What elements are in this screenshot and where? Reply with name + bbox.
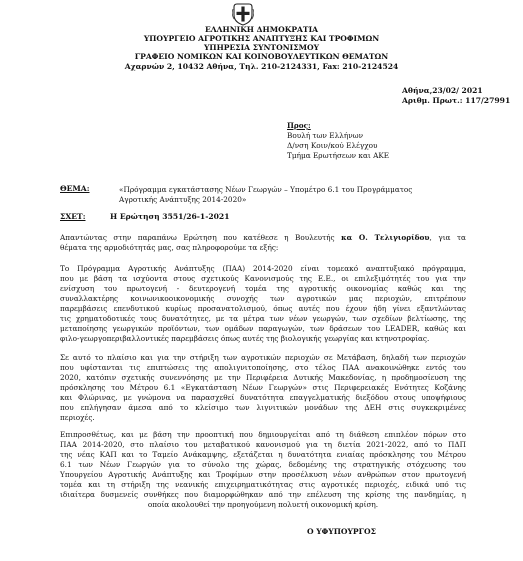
paragraph-line: που υφίστανται τις επιπτώσεις της απολιγνιτοποίησης, στο τέλος ΠΑΑ ανακοινώθηκε εντός του — [60, 363, 466, 372]
ministry-title: ΥΠΟΥΡΓΕΙΟ ΑΓΡΟΤΙΚΗΣ ΑΝΑΠΤΥΞΗΣ ΚΑΙ ΤΡΟΦΙΜΩΝ — [143, 34, 380, 43]
mp-name: κα Ο. Τελιγιορίδου — [341, 233, 430, 242]
subject-line: Αγροτικής Ανάπτυξης 2014-2020» — [119, 195, 247, 204]
paragraph-line: τομέα και τη στήριξη της νεανικής επιχειρηματικότητας στις αγροτικές περιοχές, ειδικά υπό τις — [60, 480, 466, 489]
subject-line: «Πρόγραμμα εγκατάστασης Νέων Γεωργών – Υπομέτρο 6.1 του Προγράμματος — [119, 185, 413, 194]
body-paragraph-3 — [60, 430, 466, 510]
paragraph-line: που επλήγησαν άμεσα από το κλείσιμο των λιγνιτικών μονάδων της ΔΕΗ στις συγκεκριμένες — [60, 403, 466, 412]
related-label: ΣΧΕΤ: — [60, 212, 86, 221]
paragraph-line: 6.1 των Νέων Γεωργών για το σύνολο της χώρας, δεδομένης της στρατηγικής στόχευσης του — [60, 460, 466, 469]
recipient-line: Τμήμα Ερωτήσεων και ΑΚΕ — [287, 151, 390, 160]
paragraph-line: πρόσκλησης του Μέτρου 6.1 «Εγκατάσταση Νέων Γεωργών» στις Περιφερειακές Ενότητες Κοζάνης — [60, 383, 466, 392]
paragraph-line: της νέας ΚΑΠ και το Ταμείο Ανάκαμψης, εξετάζεται η δυνατότητα ενιαίας πρόσκλησης του Μέτρου — [60, 450, 466, 459]
paragraph-line: Το Πρόγραμμα Αγροτικής Ανάπτυξης (ΠΑΑ) 2014-2020 είναι τομεακό αναπτυξιακό πρόγραμμα, — [60, 264, 466, 273]
intro-text: Απαντώντας στην παραπάνω Ερώτηση που κατέθεσε η Βουλευτής — [60, 233, 342, 242]
paragraph-line: ενίσχυση του πρωτογενή - δευτερογενή τομέα της αγροτικής οικονομίας καθώς και της — [60, 284, 466, 293]
intro-text: θέματα της αρμοδιότητάς μας, σας πληροφορούμε τα εξής: — [60, 243, 279, 252]
paragraph-line: και Φλώρινας, με γνώμονα να παρασχεθεί δυνατότητα επαγγελματικής διεξόδου στους υποψήφιους — [60, 393, 466, 402]
paragraph-line: τις χρηματοδοτικές τους δυνατότητες, με τα μέτρα των νέων γεωργών, των σχεδίων βελτίωσης, της — [60, 314, 466, 323]
service-title: ΥΠΗΡΕΣΙΑ ΣΥΝΤΟΝΙΣΜΟΥ — [203, 43, 320, 52]
paragraph-line: περιοχές. — [60, 413, 95, 422]
body-paragraph-1 — [60, 264, 466, 344]
document-date: Αθήνα,23/02/ 2021 — [402, 86, 483, 95]
paragraph-line: 2020, κατόπιν σχετικής συνεννόησης με την Περιφέρεια Δυτικής Μακεδονίας, η προδημοσίευση της — [60, 373, 466, 382]
paragraph-line: μεταποίησης γεωργικών προϊόντων, των ομάδων παραγωγών, των δράσεων του LEADER, καθώς και — [60, 324, 466, 333]
recipients-label: Προς: — [287, 121, 311, 130]
republic-title: ΕΛΛΗΝΙΚΗ ΔΗΜΟΚΡΑΤΙΑ — [204, 25, 319, 34]
intro-paragraph — [60, 233, 466, 253]
paragraph-line: ιδιαίτερα δυσμενείς συνθήκες που διαμορφώθηκαν από την επέλευση της κρίσης της πανδημίας, η — [60, 490, 466, 499]
paragraph-line: Επιπροσθέτως, και με βάση την προοπτική που δημιουργείται από τη διάθεση επιπλέον πόρων στο — [60, 430, 466, 439]
subject-label: ΘΕΜΑ: — [60, 184, 90, 193]
recipient-line: Δ/νση Κοιν/κού Ελέγχου — [287, 141, 378, 150]
office-address: Αχαρνών 2, 10432 Αθήνα, Τηλ. 210-2124331, Fax: 210-2124524 — [124, 62, 399, 71]
greek-emblem-icon — [232, 2, 254, 26]
office-title: ΓΡΑΦΕΙΟ ΝΟΜΙΚΩΝ ΚΑΙ ΚΟΙΝΟΒΟΥΛΕΥΤΙΚΩΝ ΘΕΜΑΤΩΝ — [134, 52, 389, 61]
paragraph-line: Σε αυτό το πλαίσιο και για την στήριξη των αγροτικών περιοχών σε Μετάβαση, δηλαδή των περιοχών — [60, 353, 466, 362]
paragraph-line: Υπουργείου Αγροτικής Ανάπτυξης και Τροφίμων στην προσέλκυση νέων ανθρώπων στον πρωτογενή — [60, 470, 466, 479]
body-paragraph-2 — [60, 353, 466, 423]
intro-text: , για τα — [429, 233, 466, 242]
paragraph-line: ΠΑΑ 2014-2020, στο πλαίσιο του μεταβατικού κανονισμού για τη διετία 2021-2022, από το ΠΔΠ — [60, 440, 466, 449]
paragraph-line: φιλο-γεωργοπεριβαλλοντικές παρεμβάσεις όπως αυτές της βιολογικής γεωργίας και κτηνοτροφίας. — [60, 334, 430, 343]
protocol-number: Αριθμ. Πρωτ.: 117/27991 — [402, 96, 511, 105]
paragraph-line: που με βάση τα ισχύοντα στους σχετικούς Κανονισμούς της Ε.Ε., οι επιλεξιμότητές του για την — [60, 274, 466, 283]
paragraph-line: συναλλακτέρης κοινωνικοοικονομικής συνοχής των αγροτικών μας περιοχών, επιτρέπουν — [60, 294, 466, 303]
paragraph-line: παρεμβάσεις επενδυτικού κυρίως προσανατολισμού, όπως αυτές που έχουν ήδη γίνει εξαντλώντας — [60, 304, 466, 313]
signatory-title: Ο ΥΦΥΠΟΥΡΓΟΣ — [307, 527, 377, 536]
related-question: Η Ερώτηση 3551/26-1-2021 — [110, 212, 230, 221]
paragraph-line: οποία ακολουθεί την προηγούμενη πολυετή οικονομική κρίση. — [147, 500, 379, 509]
recipient-line: Βουλή των Ελλήνων — [287, 131, 364, 140]
